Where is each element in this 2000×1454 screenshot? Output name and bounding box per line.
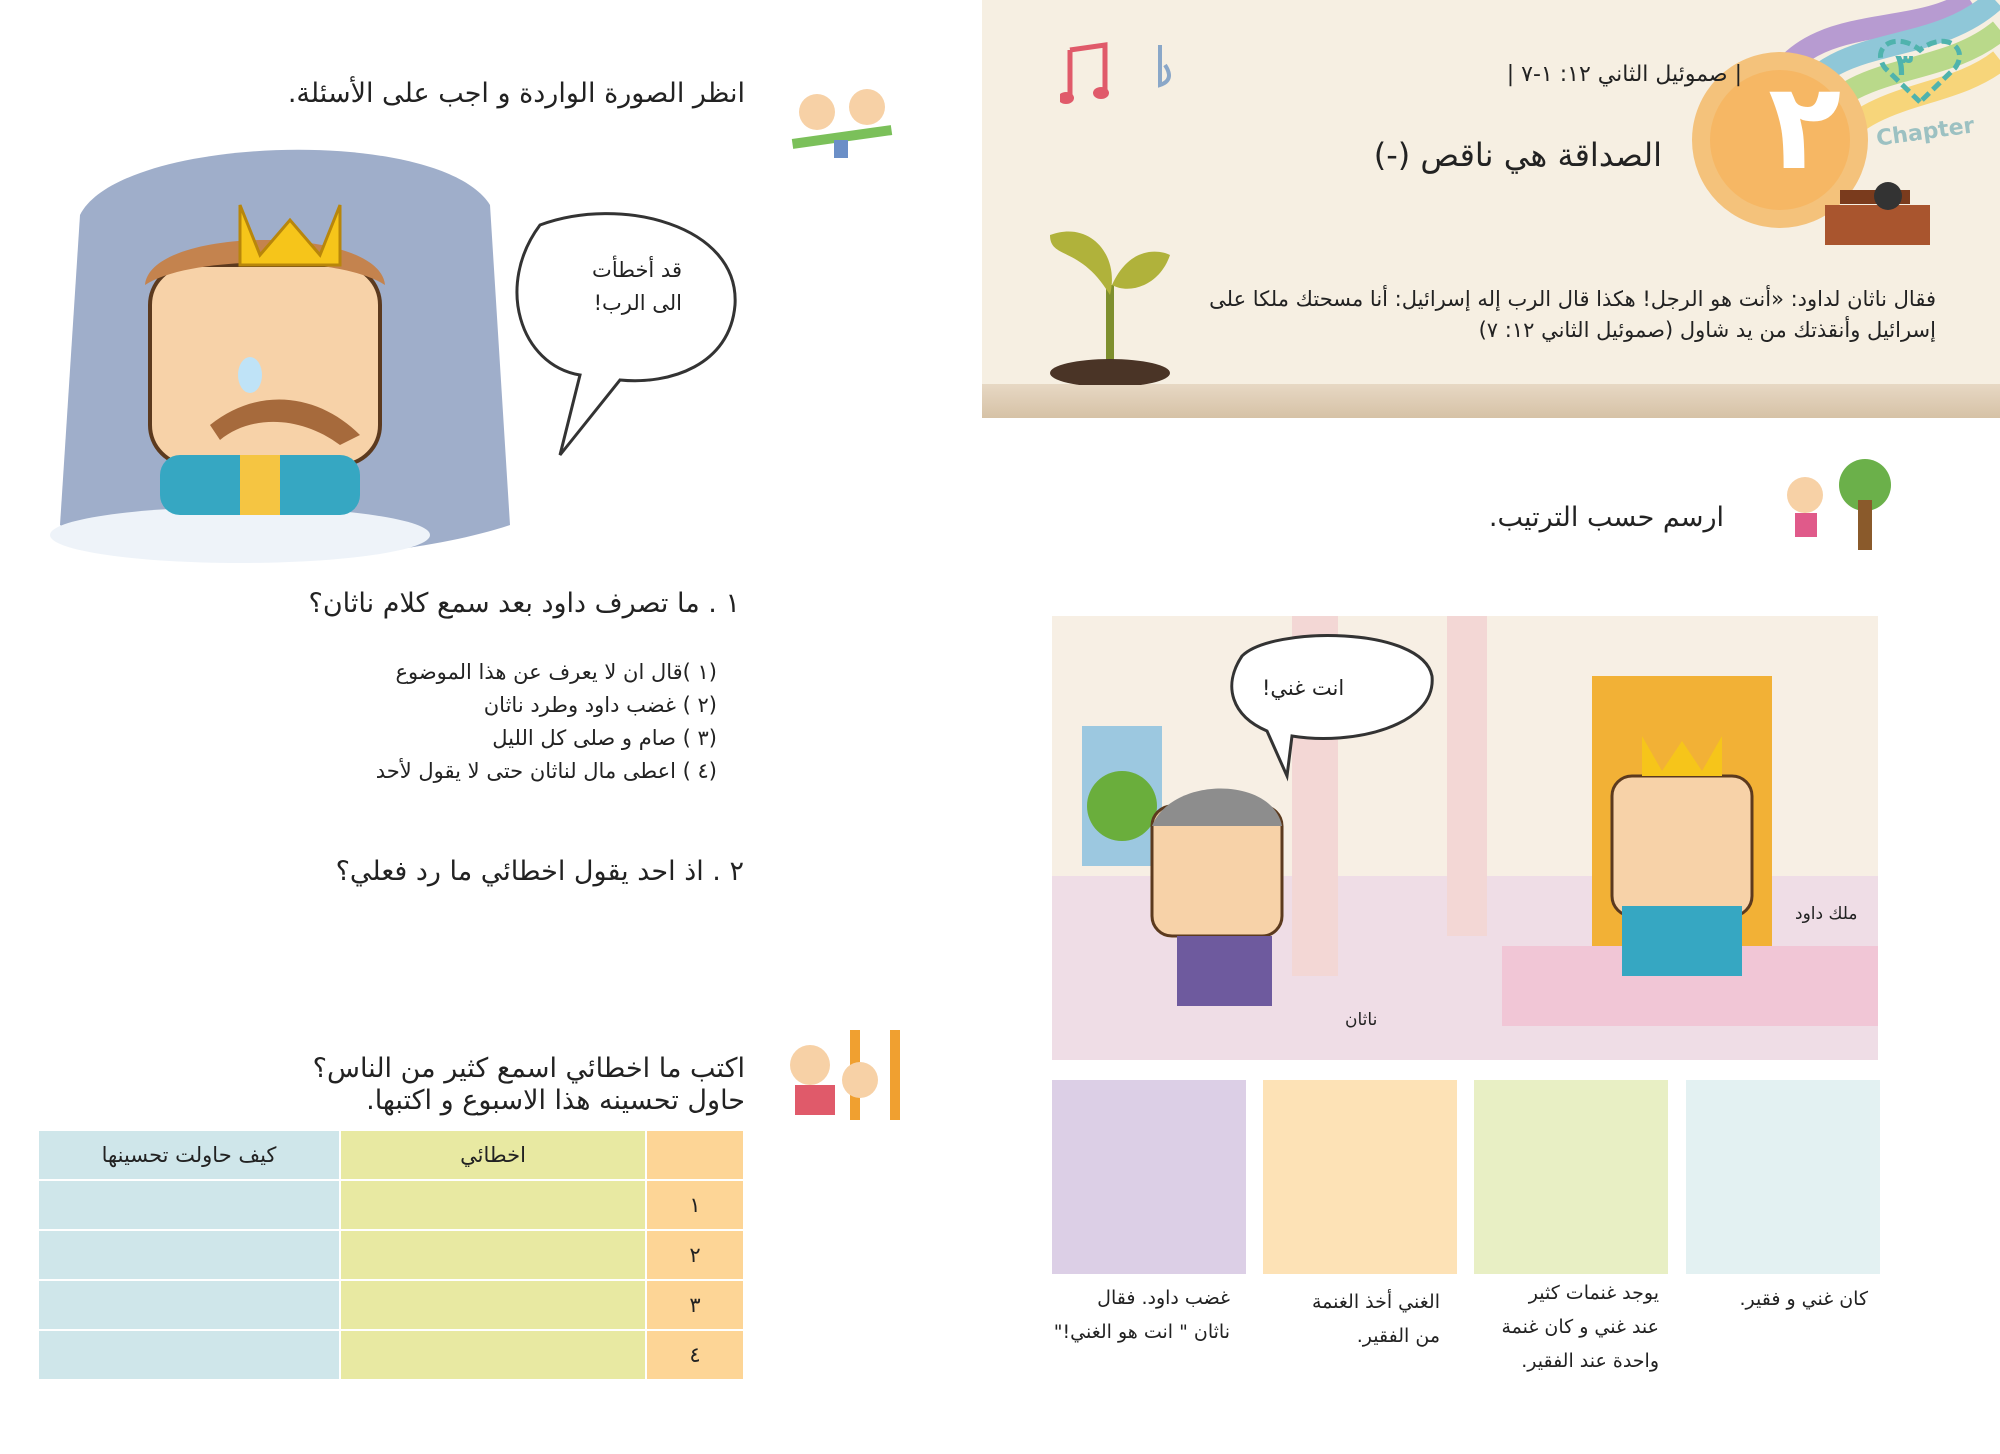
sprout-illustration [1050,225,1190,385]
question-1: ١ . ما تصرف داود بعد سمع كلام ناثان؟ [308,588,740,619]
running-boy-tree-icon [1760,455,1900,555]
banner-ground-strip [982,384,2000,418]
table-cell-improvement[interactable] [38,1330,340,1380]
speech-bubble-shape [500,205,750,465]
caption-2-line2: عند غني و كان غنمة [1501,1316,1659,1338]
caption-4-line2: ناثان " انت هو الغني!" [1053,1321,1230,1343]
chapter-label: Chapter [1874,113,1976,152]
label-king-david: ملك داود [1795,904,1858,924]
question-3-line1: اكتب ما اخطائي اسمع كثير من الناس؟ [312,1053,745,1084]
caption-4-line1: غضب داود. فقال [1097,1287,1230,1309]
caption-4 [1020,1281,1230,1349]
table-header-mistakes: اخطائي [340,1130,646,1180]
kids-seesaw-icon [782,82,902,162]
table-row-number: ٤ [646,1330,744,1380]
bubble-line2: الى الرب! [593,291,682,315]
speech-bubble-text [512,254,682,320]
table-cell-mistake[interactable] [340,1180,646,1230]
option-4[interactable]: (٤ ) اعطى مال لناثان حتى لا يقول لأحد [375,759,717,783]
nathan-david-scene [1052,616,1878,1060]
table-header-num [646,1130,744,1180]
table-cell-improvement[interactable] [38,1280,340,1330]
option-2[interactable]: (٢ ) غضب داود وطرد ناثان [483,693,717,717]
memory-verse [1176,284,1936,346]
memory-verse-line1: فقال ناثان لداود: «أنت هو الرجل! هكذا قال الرب إله إسرائيل: أنا مسحتك ملكا على [1209,287,1936,311]
heart-number: ٣ [1895,48,1914,83]
scripture-reference: | صموئيل الثاني ١٢: ١-٧ | [1506,62,1742,87]
question-3 [313,1053,745,1117]
caption-1 [1668,1282,1868,1316]
draw-box-4[interactable] [1052,1080,1246,1274]
table-row-number: ٢ [646,1230,744,1280]
table-cell-improvement[interactable] [38,1180,340,1230]
caption-3 [1250,1285,1440,1353]
bubble-line1: قد أخطأت [592,258,682,282]
heart-icon [1875,30,1965,110]
mistakes-table [38,1130,744,1380]
table-cell-mistake[interactable] [340,1330,646,1380]
kids-slide-icon [780,1025,910,1125]
table-row-number: ١ [646,1180,744,1230]
label-nathan: ناثان [1345,1010,1378,1030]
instruction-look-answer: انظر الصورة الواردة و اجب على الأسئلة. [287,78,745,109]
table-row-number: ٣ [646,1280,744,1330]
memory-verse-line2: إسرائيل وأنقذتك من يد شاول (صموئيل الثاني ١٢: ٧) [1478,318,1936,342]
scene-bubble-text: انت غني! [1262,676,1345,700]
table-cell-mistake[interactable] [340,1280,646,1330]
music-note-icon [1060,40,1180,110]
caption-2-line3: واحدة عند الفقير. [1521,1350,1659,1372]
question-2: ٢ . اذ احد يقول اخطائي ما رد فعلي؟ [335,856,744,887]
option-1[interactable]: (١ )قال ان لا يعرف عن هذا الموضوع [395,660,717,684]
caption-3-line2: من الفقير. [1356,1325,1440,1347]
caption-1-line1: كان غني و فقير. [1739,1288,1868,1310]
table-header-improve: كيف حاولت تحسينها [38,1130,340,1180]
draw-box-1[interactable] [1686,1080,1880,1274]
draw-box-2[interactable] [1474,1080,1668,1274]
table-cell-improvement[interactable] [38,1230,340,1280]
lesson-title: الصداقة هي ناقص (-) [1373,136,1662,174]
draw-box-3[interactable] [1263,1080,1457,1274]
chapter-number: ٢ [1768,58,1842,197]
question-3-line2: حاول تحسينه هذا الاسبوع و اكتبها. [366,1085,745,1116]
instruction-draw-order: ارسم حسب الترتيب. [1488,502,1724,533]
crying-king-illustration [40,125,520,585]
caption-3-line1: الغني أخذ الغنمة [1311,1291,1440,1313]
caption-2 [1459,1276,1659,1378]
option-3[interactable]: (٣ ) صام و صلى كل الليل [492,726,717,750]
caption-2-line1: يوجد غنمات كثير [1528,1282,1659,1304]
table-cell-mistake[interactable] [340,1230,646,1280]
